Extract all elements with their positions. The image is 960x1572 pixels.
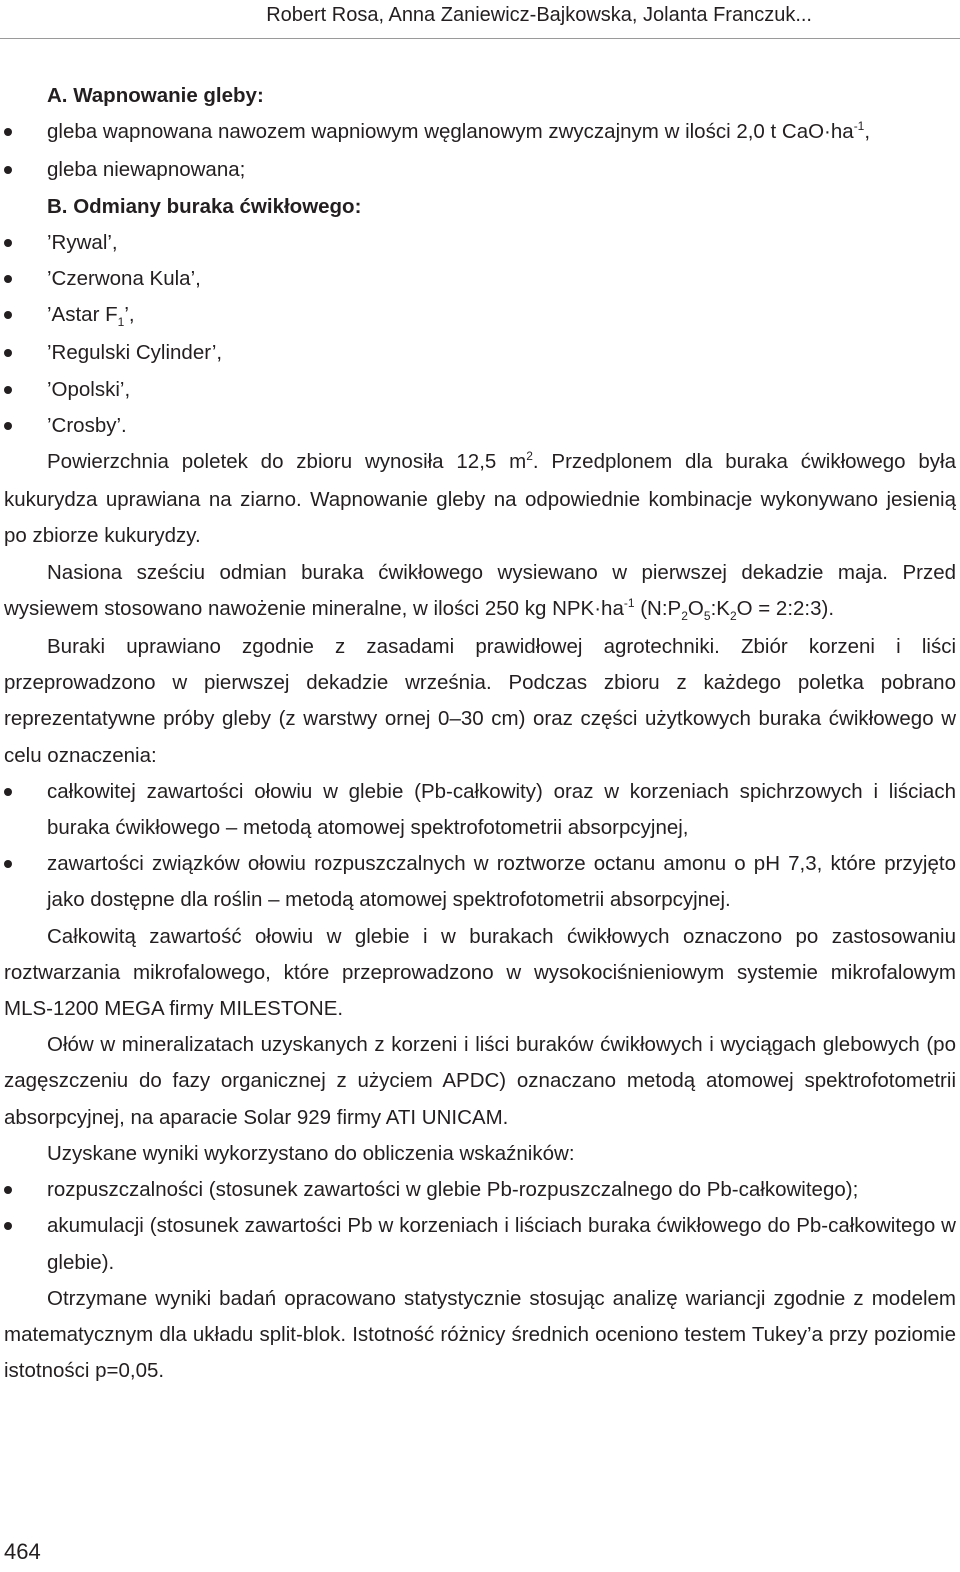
bullet-icon <box>4 1222 12 1230</box>
indicators-list <box>4 1172 956 1281</box>
paragraph: Buraki uprawiano zgodnie z zasadami prawidłowej agrotechniki. Zbiór korzeni i liści przeprowadzono w pierwszej dekadzie września. Podczas zbioru z każdego poletka pobrano reprezentatywne próby gleby (z warstwy ornej 0–30 cm) oraz części użytkowych buraka ćwikłowego w celu oznaczenia: <box>4 635 956 767</box>
bullet-icon <box>4 349 12 357</box>
liming-list <box>4 114 956 188</box>
bullet-icon <box>4 128 12 136</box>
paragraph: Nasiona sześciu odmian buraka ćwikłowego wysiewano w pierwszej dekadzie maja. Przed wysiewem stosowano nawożenie mineralne, w ilości 250 kg $NPK\cdot ha^{-1}$ ($N:P_2O_5:K_2O$ = 2:2:3). <box>4 560 956 623</box>
list-item: ’Crosby’. <box>4 408 956 444</box>
paragraph: Otrzymane wyniki badań opracowano statystycznie stosując analizę wariancji zgodnie z modelem matematycznym dla układu split-blok. Istotność różnicy średnich oceniono testem Tukey’a przy poziomie istotności p=0,05. <box>4 1286 956 1383</box>
list-item: ’Opolski’, <box>4 372 956 408</box>
bullet-icon <box>4 422 12 430</box>
running-header <box>0 0 960 39</box>
list-item: ’Czerwona Kula’, <box>4 261 956 297</box>
bullet-icon <box>4 788 12 796</box>
list-item: ’Rywal’, <box>4 225 956 261</box>
paragraph: Uzyskane wyniki wykorzystano do obliczenia wskaźników: <box>47 1141 575 1165</box>
bullet-icon <box>4 860 12 868</box>
bullet-icon <box>4 275 12 283</box>
determinations-list <box>4 774 956 919</box>
list-item: gleba niewapnowana; <box>4 152 956 188</box>
list-item: zawartości związków ołowiu rozpuszczalnych w roztworze octanu amonu o pH 7,3, które przyjęto jako dostępne dla roślin – metodą atomowej spektrofotometrii absorpcyjnej. <box>4 846 956 918</box>
bullet-icon <box>4 239 12 247</box>
paragraph: Ołów w mineralizatach uzyskanych z korzeni i liści buraków ćwikłowych i wyciągach glebowych (po zagęszczeniu do fazy organicznej z użyciem APDC) oznaczano metodą atomowej spektrofotometrii absorpcyjnej, na aparacie Solar 929 firmy ATI UNICAM. <box>4 1033 956 1129</box>
page-number: 464 <box>4 1539 41 1564</box>
list-item: rozpuszczalności (stosunek zawartości w glebie Pb-rozpuszczalnego do Pb-całkowitego); <box>4 1172 956 1208</box>
list-item: gleba wapnowana nawozem wapniowym węglanowym zwyczajnym w ilości 2,0 t $CaO\cdot ha^{-1}$, <box>4 114 956 152</box>
list-item: ’Astar $F_1$’, <box>4 297 956 335</box>
list-item: akumulacji (stosunek zawartości Pb w korzeniach i liściach buraka ćwikłowego do Pb-całkowitego w glebie). <box>4 1208 956 1280</box>
paragraph: Całkowitą zawartość ołowiu w glebie i w burakach ćwikłowych oznaczono po zastosowaniu roztwarzania mikrofalowego, które przeprowadzono w wysokociśnieniowym systemie mikrofalowym MLS-1200 MEGA firmy MILESTONE. <box>4 924 956 1021</box>
body-text <box>4 78 956 1389</box>
list-item: ’Regulski Cylinder’, <box>4 335 956 371</box>
section-a-heading: A. Wapnowanie gleby: <box>47 84 264 107</box>
section-b-heading: B. Odmiany buraka ćwikłowego: <box>47 194 362 218</box>
bullet-icon <box>4 311 12 319</box>
varieties-list <box>4 225 956 444</box>
bullet-icon <box>4 1186 12 1194</box>
bullet-icon <box>4 166 12 174</box>
bullet-icon <box>4 386 12 394</box>
paragraph: Powierzchnia poletek do zbioru wynosiła 12,5 $m^2$. Przedplonem dla buraka ćwikłowego była kukurydza uprawiana na ziarno. Wapnowanie gleby na odpowiednie kombinacje wykonywano jesienią po zbiorze kukurydzy. <box>4 449 956 548</box>
list-item: całkowitej zawartości ołowiu w glebie (Pb-całkowity) oraz w korzeniach spichrzowych i liściach buraka ćwikłowego – metodą atomowej spektrofotometrii absorpcyjnej, <box>4 774 956 846</box>
header-authors: Robert Rosa, Anna Zaniewicz-Bajkowska, Jolanta Franczuk... <box>266 4 812 26</box>
